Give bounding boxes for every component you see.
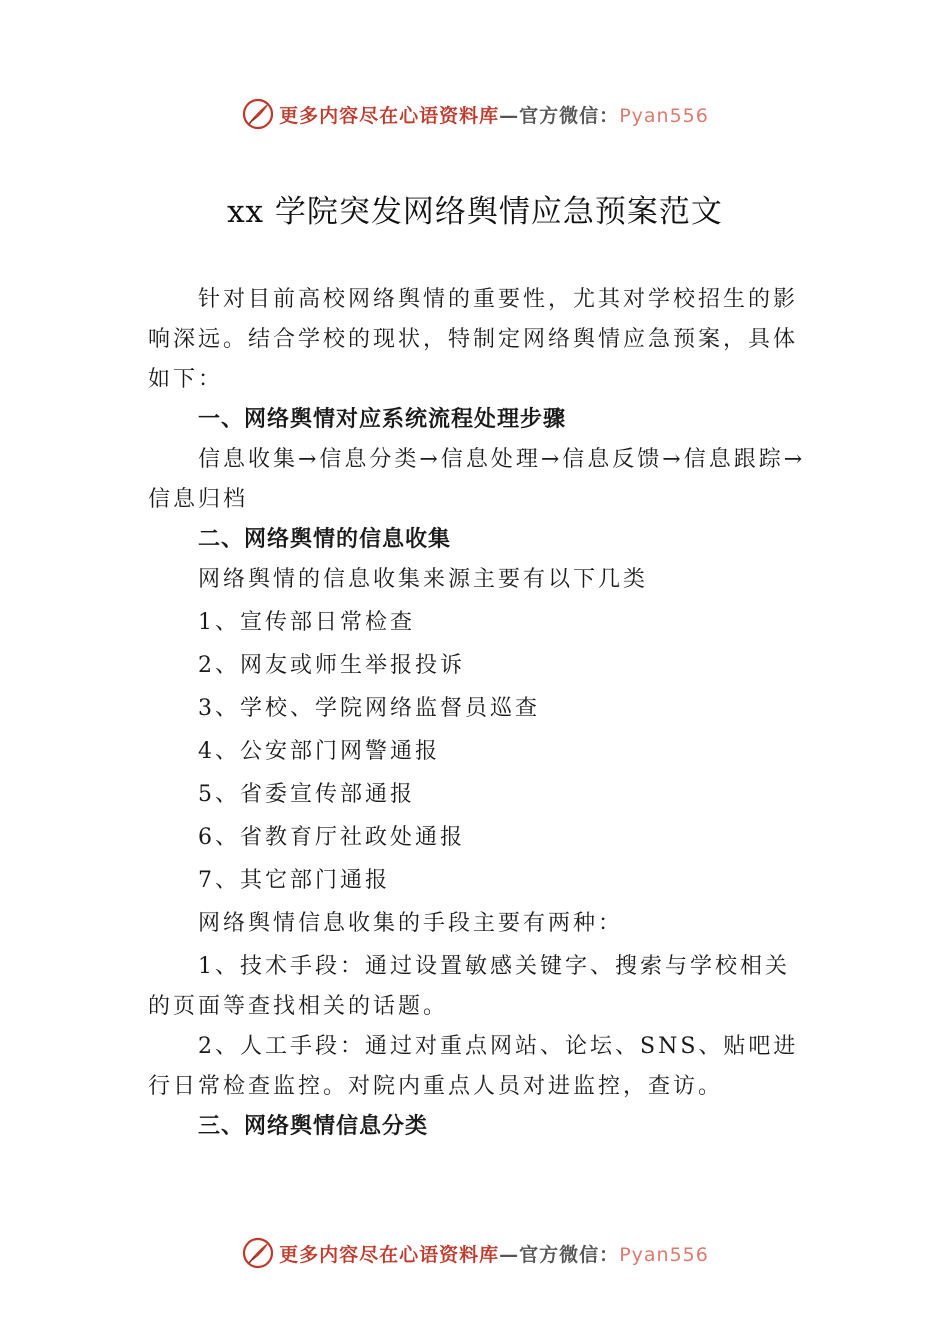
list-item: 7、其它部门通报: [198, 868, 390, 893]
document-title: xx 学院突发网络舆情应急预案范文: [227, 194, 723, 230]
list-item: 2、网友或师生举报投诉: [198, 653, 465, 678]
flow-paragraph: 信息收集→信息分类→信息处理→信息反馈→信息跟踪→信息归档: [148, 447, 806, 512]
section-heading-1: 一、网络舆情对应系统流程处理步骤: [198, 407, 567, 432]
quill-logo-icon: [241, 97, 275, 131]
banner-text: [279, 1240, 709, 1267]
means-paragraph-2: 2、人工手段：通过对重点网站、论坛、SNS、贴吧进行日常检查监控。对院内重点人员对进监控，查访。: [148, 1034, 799, 1099]
banner-text: [279, 101, 709, 128]
list-item: 3、学校、学院网络监督员巡查: [198, 696, 540, 721]
banner-text-wechat: —官方微信：: [499, 104, 620, 127]
banner-text-id: Pyan556: [619, 104, 709, 127]
section-heading-2: 二、网络舆情的信息收集: [198, 527, 452, 552]
list-item: 6、省教育厅社政处通报: [198, 825, 465, 850]
intro-paragraph: 针对目前高校网络舆情的重要性，尤其对学校招生的影响深远。结合学校的现状，特制定网络舆情应急预案，具体如下：: [148, 287, 799, 392]
means-lead: 网络舆情信息收集的手段主要有两种：: [198, 911, 624, 936]
document-body: [148, 280, 808, 1147]
means-paragraph-1: 1、技术手段：通过设置敏感关键字、搜索与学校相关的页面等查找相关的话题。: [148, 954, 790, 1019]
banner-text-id: Pyan556: [619, 1243, 709, 1266]
banner-text-wechat: —官方微信：: [499, 1243, 620, 1266]
sources-lead: 网络舆情的信息收集来源主要有以下几类: [198, 567, 649, 592]
header-banner: [0, 94, 950, 134]
list-item: 5、省委宣传部通报: [198, 782, 415, 807]
banner-text-site: 更多内容尽在心语资料库: [279, 104, 500, 127]
list-item: 1、宣传部日常检查: [198, 610, 415, 635]
list-item: 4、公安部门网警通报: [198, 739, 440, 764]
quill-logo-icon: [241, 1236, 275, 1270]
section-heading-3: 三、网络舆情信息分类: [198, 1114, 429, 1139]
footer-banner: [0, 1233, 950, 1273]
banner-text-site: 更多内容尽在心语资料库: [279, 1243, 500, 1266]
